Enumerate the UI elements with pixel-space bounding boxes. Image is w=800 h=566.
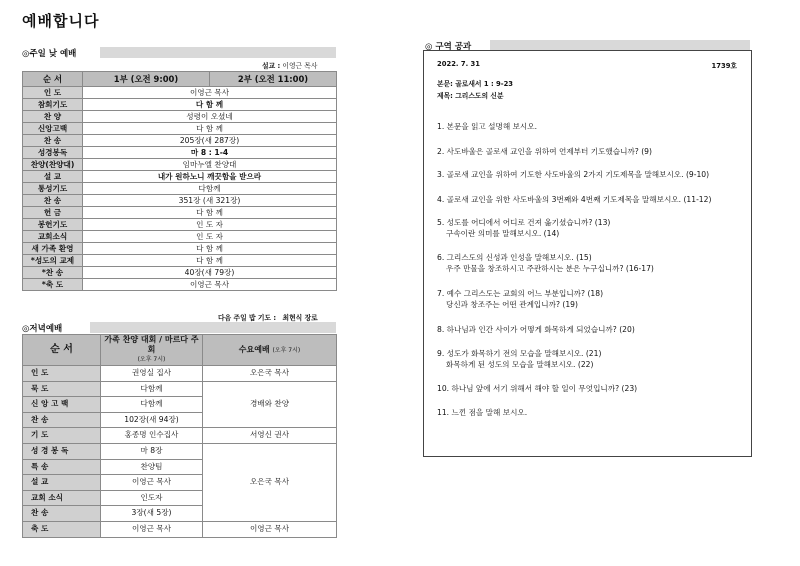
- morning-section-title: ◎주일 낮 예배: [22, 49, 77, 59]
- study-issue: 1739호: [711, 62, 737, 70]
- table-row: [23, 159, 337, 171]
- order-label: 설 교: [23, 475, 101, 491]
- order-label: 통성기도: [23, 183, 83, 195]
- question-text: 1. 본문을 읽고 설명해 보시오.: [437, 122, 538, 131]
- question-text: 6. 그리스도의 신성과 인성을 말해보시오. (15): [437, 253, 592, 262]
- order-value: 다 함 께: [83, 207, 337, 219]
- order-label: 인 도: [23, 87, 83, 99]
- order-value: 다 함 께: [83, 99, 337, 111]
- study-question: [437, 253, 654, 274]
- order-label: 새 가족 환영: [23, 243, 83, 255]
- table-row: [23, 255, 337, 267]
- question-text: 10. 하나님 앞에 서기 위해서 해야 할 일이 무엇입니까? (23): [437, 384, 638, 393]
- question-subtext: 당신과 창조주는 어떤 관계입니까? (19): [446, 299, 578, 309]
- table-row: [23, 219, 337, 231]
- study-question: [437, 147, 652, 158]
- table-row: [23, 267, 337, 279]
- study-subject: 제목: 그리스도의 신분: [437, 92, 504, 100]
- question-subtext: 우주 만물을 창조하시고 주관하시는 분은 누구십니까? (16-17): [446, 263, 654, 273]
- family-service-value: 찬양팀: [101, 459, 203, 475]
- order-label: 묵 도: [23, 381, 101, 397]
- table-row: [23, 231, 337, 243]
- order-label: 설 교: [23, 171, 83, 183]
- table-row: [23, 428, 337, 444]
- study-question: [437, 218, 610, 239]
- wednesday-service-value: 경배와 찬양: [203, 381, 337, 428]
- table-row: [23, 381, 337, 397]
- order-label: 기 도: [23, 428, 101, 444]
- order-value: 마 8 : 1-4: [83, 147, 337, 159]
- order-label: 찬 송: [23, 135, 83, 147]
- table-row: [23, 171, 337, 183]
- question-text: 9. 성도가 화목하기 전의 모습을 말해보시오. (21): [437, 349, 602, 358]
- order-label: 찬 송: [23, 195, 83, 207]
- question-text: 2. 사도바울은 골로새 교인을 위하여 언제부터 기도했습니까? (9): [437, 147, 652, 156]
- table-header-row: [23, 72, 337, 87]
- evening-order-table: [22, 334, 337, 538]
- wednesday-service-value: 오은국 목사: [203, 443, 337, 521]
- study-question: [437, 195, 711, 206]
- order-label: 성 경 봉 독: [23, 443, 101, 459]
- order-label: 찬 송: [23, 412, 101, 428]
- family-service-value: 3장(새 5장): [101, 506, 203, 522]
- order-value: 성령이 오셨네: [83, 111, 337, 123]
- table-row: [23, 443, 337, 459]
- study-section-title: ◎ 구역 공과: [425, 42, 472, 52]
- order-label: 성경봉독: [23, 147, 83, 159]
- header-order: 순 서: [23, 72, 83, 87]
- study-date: 2022. 7. 31: [437, 60, 481, 68]
- order-value: 40장(새 79장): [83, 267, 337, 279]
- next-prayer-line: [218, 312, 318, 322]
- family-service-value: 마 8장: [101, 443, 203, 459]
- table-row: [23, 195, 337, 207]
- evening-header-order: 순 서: [23, 335, 101, 366]
- order-value: 이영근 목사: [83, 279, 337, 291]
- wednesday-service-value: 오은국 목사: [203, 366, 337, 382]
- study-box: [423, 50, 752, 457]
- order-value: 인 도 자: [83, 219, 337, 231]
- order-label: 찬양(찬양대): [23, 159, 83, 171]
- morning-order-table: [22, 71, 337, 291]
- order-label: 봉헌기도: [23, 219, 83, 231]
- page-title: 예배합니다: [22, 12, 100, 30]
- evening-header-col2-title: 수요예배: [238, 344, 270, 354]
- study-question: [437, 349, 601, 370]
- order-value: 이영근 목사: [83, 87, 337, 99]
- question-text: 8. 하나님과 인간 사이가 어떻게 화목하게 되었습니까? (20): [437, 325, 635, 334]
- evening-header-col2-time: (오후 7시): [272, 346, 301, 354]
- next-prayer-name: 최현식 장로: [282, 314, 318, 322]
- evening-header-col2: [203, 335, 337, 366]
- evening-header-col1-title: 가족 찬양 대회 / 마르다 주회: [104, 335, 199, 354]
- study-question: [437, 289, 603, 310]
- question-subtext: 구속이란 의미를 말해보시오. (14): [446, 228, 560, 238]
- question-text: 3. 골로새 교인을 위하여 기도한 사도바울의 2가지 기도제목을 말해보시오. (9-10): [437, 170, 710, 179]
- question-text: 5. 성도를 어디에서 어디로 건져 옮기셨습니까? (13): [437, 218, 611, 227]
- table-row: [23, 243, 337, 255]
- family-service-value: 권영실 집사: [101, 366, 203, 382]
- question-text: 11. 느낀 점을 말해 보시오.: [437, 408, 528, 417]
- question-text: 7. 예수 그리스도는 교회의 어느 부분입니까? (18): [437, 289, 604, 298]
- study-question: [437, 384, 637, 395]
- order-label: 특 송: [23, 459, 101, 475]
- preacher-label: 설교 :: [262, 62, 281, 70]
- study-question: [437, 325, 635, 336]
- order-value: 205장(새 287장): [83, 135, 337, 147]
- table-row: [23, 207, 337, 219]
- order-label: *성도의 교제: [23, 255, 83, 267]
- table-row: [23, 279, 337, 291]
- order-label: 신앙고백: [23, 123, 83, 135]
- order-label: 신 앙 고 백: [23, 397, 101, 413]
- family-service-value: 다함께: [101, 381, 203, 397]
- order-label: *축 도: [23, 279, 83, 291]
- evening-header-col1-time: (오후 7시): [137, 356, 166, 363]
- family-service-value: 다함께: [101, 397, 203, 413]
- study-question: [437, 408, 527, 419]
- order-label: 축 도: [23, 521, 101, 537]
- family-service-value: 이영근 목사: [101, 521, 203, 537]
- next-prayer-label: 다음 주일 밥 기도 :: [218, 314, 277, 322]
- wednesday-service-value: 이영근 목사: [203, 521, 337, 537]
- order-label: 찬 양: [23, 111, 83, 123]
- order-label: 참회기도: [23, 99, 83, 111]
- table-row: [23, 111, 337, 123]
- table-row: [23, 123, 337, 135]
- header-second-service: 2부 (오전 11:00): [210, 72, 337, 87]
- table-row: [23, 521, 337, 537]
- table-row: [23, 87, 337, 99]
- family-service-value: 102장(새 94장): [101, 412, 203, 428]
- order-value: 다함께: [83, 183, 337, 195]
- table-header-row: [23, 335, 337, 366]
- order-value: 임마누엘 찬양대: [83, 159, 337, 171]
- order-value: 다 함 께: [83, 243, 337, 255]
- table-row: [23, 147, 337, 159]
- order-label: *찬 송: [23, 267, 83, 279]
- study-question: [437, 122, 537, 133]
- header-first-service: 1부 (오전 9:00): [83, 72, 210, 87]
- question-text: 4. 골로새 교인을 위한 사도바울의 3번째와 4번째 기도제목을 말해보시오. (11-12): [437, 195, 712, 204]
- study-question: [437, 170, 709, 181]
- table-row: [23, 135, 337, 147]
- evening-section-bar: [90, 322, 336, 333]
- table-row: [23, 99, 337, 111]
- table-row: [23, 183, 337, 195]
- family-service-value: 인도자: [101, 490, 203, 506]
- morning-section-bar: [100, 47, 336, 58]
- wednesday-service-value: 서영신 권사: [203, 428, 337, 444]
- order-label: 찬 송: [23, 506, 101, 522]
- table-row: [23, 366, 337, 382]
- evening-header-col1: [101, 335, 203, 366]
- order-label: 인 도: [23, 366, 101, 382]
- study-passage: 본문: 골로새서 1 : 9-23: [437, 80, 514, 88]
- family-service-value: 이영근 목사: [101, 475, 203, 491]
- order-value: 다 함 께: [83, 255, 337, 267]
- order-value: 다 함 께: [83, 123, 337, 135]
- order-value: 인 도 자: [83, 231, 337, 243]
- preacher-line: [262, 60, 317, 70]
- order-value: 내가 원하노니 깨끗함을 받으라: [83, 171, 337, 183]
- order-label: 교회 소식: [23, 490, 101, 506]
- order-value: 351장 (새 321장): [83, 195, 337, 207]
- question-subtext: 화목하게 된 성도의 모습을 말해보시오. (22): [446, 359, 594, 369]
- order-label: 헌 금: [23, 207, 83, 219]
- order-label: 교회소식: [23, 231, 83, 243]
- preacher-name: 이영근 목사: [282, 62, 318, 70]
- evening-section-title: ◎저녁예배: [22, 324, 63, 334]
- family-service-value: 홍종명 인수집사: [101, 428, 203, 444]
